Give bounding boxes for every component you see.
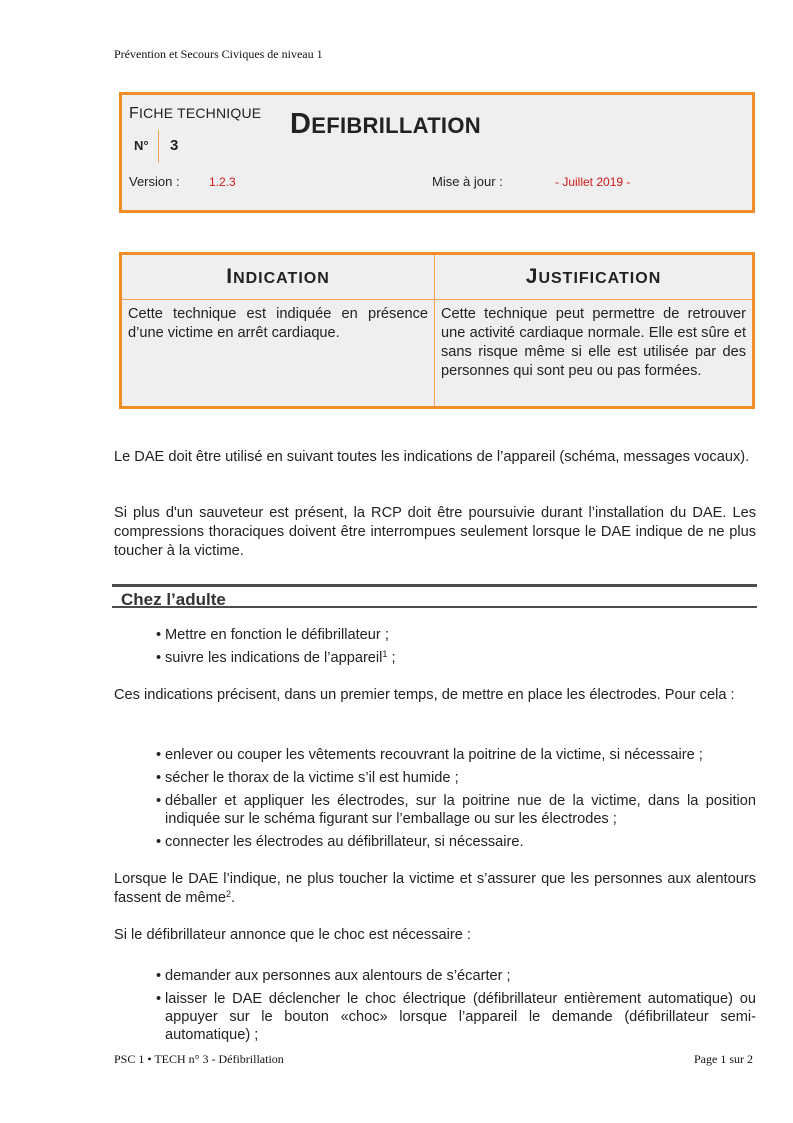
update-label-cell	[426, 163, 548, 213]
fiche-number: 3	[170, 137, 179, 154]
fiche-label-initial: F	[129, 105, 139, 122]
justification-heading	[435, 255, 752, 300]
fiche-label-rest: ICHE TECHNIQUE	[138, 105, 262, 121]
bullet-list-3	[156, 967, 756, 1049]
page-number: Page 1 sur 2	[694, 1052, 753, 1066]
fiche-title-rest: EFIBRILLATION	[311, 113, 481, 138]
list-item-text: suivre les indications de l’appareil	[165, 650, 383, 666]
paragraph-no-touch-end: .	[230, 890, 236, 906]
list-item: • sécher le thorax de la victime s’il est humide ;	[156, 769, 756, 787]
intro-paragraph-1: Le DAE doit être utilisé en suivant toutes les indications de l’appareil (schéma, messages vocaux).	[114, 449, 750, 465]
fiche-number-cell	[122, 130, 282, 163]
indication-justification-table	[119, 252, 755, 409]
list-item: • déballer et appliquer les électrodes, sur la poitrine nue de la victime, dans la position indiquée sur le schéma figurant sur l’emballage ou sur les électrodes ;	[156, 792, 756, 828]
footnote-ref-2: 2	[225, 889, 231, 899]
update-value-cell	[548, 163, 752, 213]
paragraph-shock: Si le défibrillateur annonce que le choc est nécessaire :	[114, 927, 471, 943]
version-value-cell	[202, 163, 426, 213]
paragraph-no-touch	[114, 870, 756, 908]
fiche-number-divider	[158, 130, 159, 163]
section-rule-bottom	[112, 606, 757, 608]
update-label: Mise à jour :	[432, 174, 503, 189]
indication-column	[122, 255, 435, 406]
version-label-cell	[122, 163, 202, 213]
version-value: 1.2.3	[209, 175, 236, 189]
footnote-ref-1: 1	[382, 649, 388, 659]
list-item: • connecter les électrodes au défibrillateur, si nécessaire.	[156, 833, 756, 851]
bullet-list-2	[156, 746, 756, 856]
section-rule-top	[112, 584, 757, 587]
list-item: • Mettre en fonction le défibrillateur ;	[156, 626, 756, 644]
fiche-title-initial: D	[290, 108, 312, 140]
list-item: • enlever ou couper les vêtements recouvrant la poitrine de la victime, si nécessaire ;	[156, 746, 756, 764]
indication-heading-rest: NDICATION	[233, 270, 330, 287]
list-item: • demander aux personnes aux alentours de s’écarter ;	[156, 967, 756, 985]
version-label: Version :	[129, 174, 180, 189]
list-item-end: ;	[387, 650, 396, 666]
bullet-list-1	[156, 626, 756, 672]
justification-heading-rest: USTIFICATION	[538, 270, 662, 287]
section-title: Chez l’adulte	[121, 590, 226, 609]
update-value: - Juillet 2019 -	[555, 175, 631, 189]
fiche-label-cell	[122, 95, 282, 130]
fiche-title	[290, 108, 481, 141]
indication-heading-initial: I	[226, 265, 234, 288]
fiche-technique-box	[119, 92, 755, 213]
paragraph-no-touch-text: Lorsque le DAE l’indique, ne plus toucher la victime et s’assurer que les personnes aux alentours fassent de même	[114, 871, 756, 906]
indication-heading	[122, 255, 434, 300]
justification-column	[435, 255, 752, 406]
fiche-title-cell	[282, 95, 752, 163]
paragraph-electrodes: Ces indications précisent, dans un premier temps, de mettre en place les électrodes. Pour cela :	[114, 687, 735, 703]
intro-paragraph-2: Si plus d'un sauveteur est présent, la RCP doit être poursuivie durant l’installation du DAE. Les compressions thoraciques doivent être interrompues seulement lorsque le DAE indique de ne plus toucher à la victime.	[114, 505, 756, 559]
indication-text: Cette technique est indiquée en présence d’une victime en arrêt cardiaque.	[128, 306, 428, 341]
footer-left: PSC 1 • TECH n° 3 - Défibrillation	[114, 1052, 284, 1066]
justification-heading-initial: J	[525, 265, 539, 288]
fiche-label	[129, 105, 261, 123]
justification-text: Cette technique peut permettre de retrouver une activité cardiaque normale. Elle est sûre et sans risque même si elle est utilisée par des personnes qui sont peu ou pas formées.	[441, 306, 746, 379]
running-header: Prévention et Secours Civiques de niveau 1	[114, 47, 323, 61]
list-item	[156, 649, 756, 667]
list-item: • laisser le DAE déclencher le choc électrique (défibrillateur entièrement automatique) ou appuyer sur le bouton «choc» lorsque l’appareil le demande (défibrillateur semi-automatique) ;	[156, 990, 756, 1044]
fiche-number-label: N°	[134, 138, 149, 153]
